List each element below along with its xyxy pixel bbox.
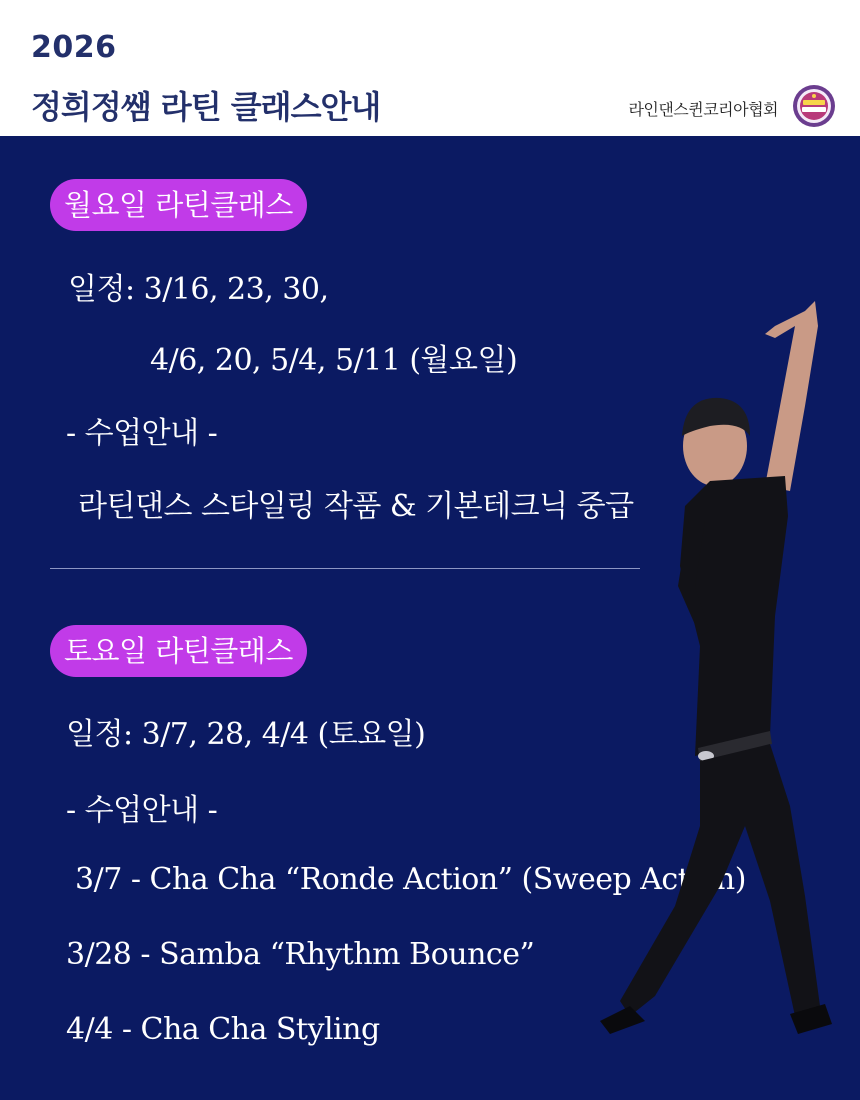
header [0, 0, 860, 136]
saturday-class-badge: 토요일 라틴클래스 [50, 625, 307, 677]
poster-year: 2026 [31, 30, 117, 65]
association-name: 라인댄스퀸코리아협회 [628, 100, 778, 119]
saturday-schedule: 일정: 3/7, 28, 4/4 (토요일) [66, 717, 426, 752]
monday-info-heading: - 수업안내 - [66, 416, 218, 451]
saturday-lesson-item: 3/7 - Cha Cha “Ronde Action” (Sweep Action) [75, 862, 746, 897]
dancer-photo [560, 286, 860, 1066]
monday-info-line: 라틴댄스 스타일링 작품 & 기본테크닉 중급 [78, 489, 634, 524]
saturday-lesson-item: 3/28 - Samba “Rhythm Bounce” [66, 937, 535, 972]
monday-class-badge: 월요일 라틴클래스 [50, 179, 307, 231]
saturday-lesson-item: 4/4 - Cha Cha Styling [66, 1012, 380, 1047]
poster-title: 정희정쌤 라틴 클래스안내 [31, 88, 381, 126]
monday-schedule-line-1: 일정: 3/16, 23, 30, [68, 272, 329, 307]
saturday-info-heading: - 수업안내 - [66, 793, 218, 828]
association-logo-icon [792, 84, 836, 128]
section-divider [50, 568, 640, 569]
main-panel [0, 136, 860, 1100]
monday-schedule-line-2: 4/6, 20, 5/4, 5/11 (월요일) [150, 343, 518, 378]
